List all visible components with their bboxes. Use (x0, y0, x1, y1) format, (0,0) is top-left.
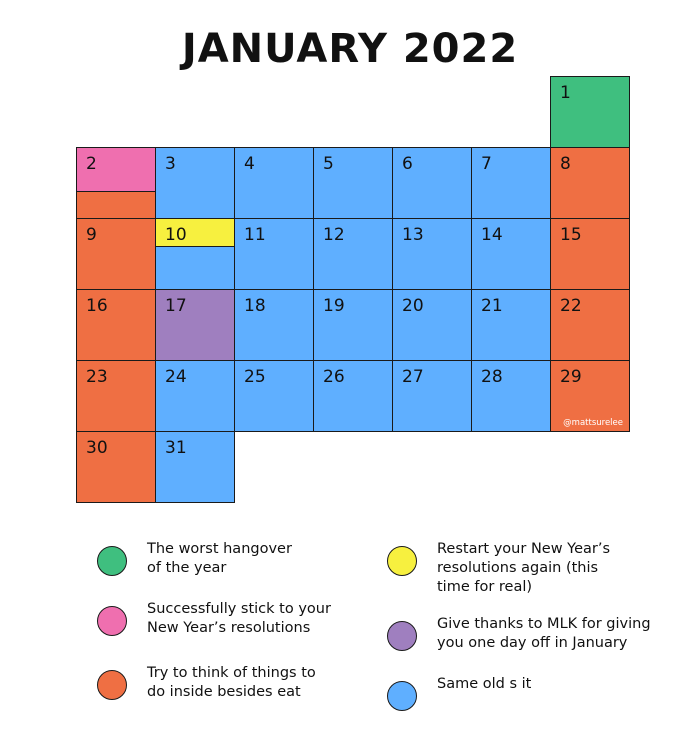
day-cell-1 (550, 76, 630, 148)
day-number: 22 (560, 296, 582, 316)
legend-label: Try to think of things to do inside besides eat (147, 665, 316, 700)
day-number: 19 (323, 296, 345, 316)
day-cell-17 (155, 289, 235, 361)
day-cell-11 (234, 218, 314, 290)
day-number: 7 (481, 154, 492, 174)
day-number: 8 (560, 154, 571, 174)
day-cell-16 (76, 289, 156, 361)
day-cell-4 (234, 147, 314, 219)
day-cell-31 (155, 431, 235, 503)
legend-label: The worst hangover of the year (147, 541, 292, 576)
legend-label: Same old s it (437, 676, 532, 692)
day-cell-3 (155, 147, 235, 219)
day-cell-20 (392, 289, 472, 361)
day-cell-15 (550, 218, 630, 290)
day-number: 31 (165, 438, 187, 458)
day-number: 15 (560, 225, 582, 245)
day-number: 21 (481, 296, 503, 316)
legend-label: Successfully stick to your New Year’s resolutions (147, 601, 331, 636)
legend-label: Give thanks to MLK for giving you one day off in January (437, 616, 651, 651)
day-number: 12 (323, 225, 345, 245)
day-cell-30 (76, 431, 156, 503)
day-number: 18 (244, 296, 266, 316)
day-number: 23 (86, 367, 108, 387)
day-number: 20 (402, 296, 424, 316)
legend-color-dot (387, 681, 417, 711)
day-number: 10 (165, 225, 187, 245)
day-number: 9 (86, 225, 97, 245)
day-cell-28 (471, 360, 551, 432)
day-number: 2 (86, 154, 97, 174)
day-cell-27 (392, 360, 472, 432)
day-cell-13 (392, 218, 472, 290)
legend-color-dot (387, 546, 417, 576)
day-cell-18 (234, 289, 314, 361)
day-number: 3 (165, 154, 176, 174)
day-cell-26 (313, 360, 393, 432)
day-cell-2 (76, 147, 156, 219)
day-number: 25 (244, 367, 266, 387)
day-number: 4 (244, 154, 255, 174)
day-number: 14 (481, 225, 503, 245)
day-cell-7 (471, 147, 551, 219)
day-cell-9 (76, 218, 156, 290)
day-number: 27 (402, 367, 424, 387)
day-number: 6 (402, 154, 413, 174)
legend-color-dot (97, 606, 127, 636)
day-cell-6 (392, 147, 472, 219)
day-number: 26 (323, 367, 345, 387)
day-cell-29 (550, 360, 630, 432)
watermark: @mattsurelee (563, 418, 623, 428)
day-number: 11 (244, 225, 266, 245)
calendar-title: JANUARY 2022 (181, 26, 519, 72)
day-number: 24 (165, 367, 187, 387)
day-cell-21 (471, 289, 551, 361)
day-number: 17 (165, 296, 187, 316)
day-number: 29 (560, 367, 582, 387)
day-number: 1 (560, 83, 571, 103)
day-cell-22 (550, 289, 630, 361)
day-number: 28 (481, 367, 503, 387)
day-cell-19 (313, 289, 393, 361)
day-cell-14 (471, 218, 551, 290)
day-cell-5 (313, 147, 393, 219)
day-number: 5 (323, 154, 334, 174)
legend-label: Restart your New Year’s resolutions again (this time for real) (437, 541, 611, 595)
day-cell-23 (76, 360, 156, 432)
day-cell-25 (234, 360, 314, 432)
legend-color-dot (387, 621, 417, 651)
day-cell-24 (155, 360, 235, 432)
day-cell-8 (550, 147, 630, 219)
legend (0, 530, 700, 729)
day-cell-10 (155, 218, 235, 290)
day-number: 13 (402, 225, 424, 245)
legend-color-dot (97, 670, 127, 700)
day-number: 30 (86, 438, 108, 458)
day-number: 16 (86, 296, 108, 316)
legend-color-dot (97, 546, 127, 576)
day-cell-12 (313, 218, 393, 290)
